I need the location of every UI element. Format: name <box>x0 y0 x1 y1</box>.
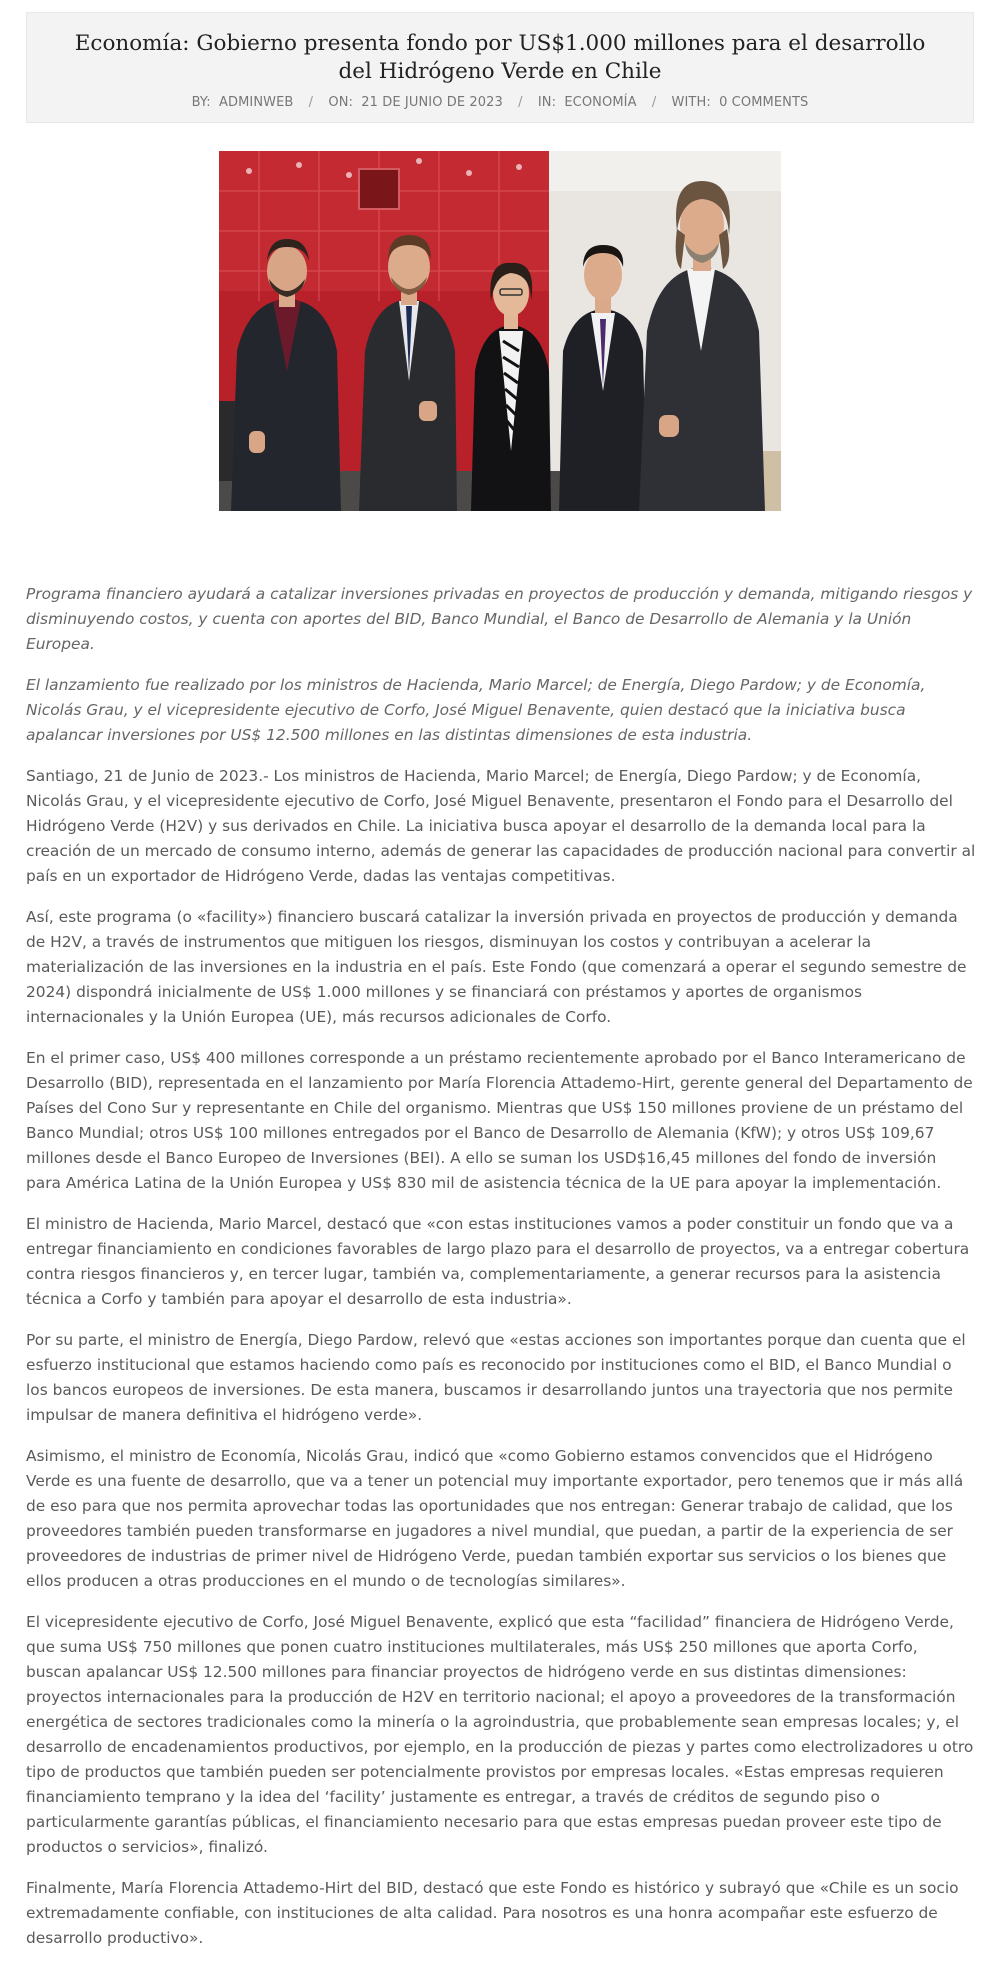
meta-separator: / <box>651 95 657 110</box>
article-paragraph: Finalmente, María Florencia Attademo-Hirt del BID, destacó que este Fondo es histórico y subrayó que «Chile es un socio extremadamente confiable, con instituciones de alta calidad. Para nosotros es una honra acompañar este esfuerzo de desarrollo productivo». <box>26 1879 959 1947</box>
author-link[interactable]: ADMINWEB <box>218 95 294 110</box>
article-paragraph: En el primer caso, US$ 400 millones corresponde a un préstamo recientemente aprobado por el Banco Interamericano de Desarrollo (BID), representada en el lanzamiento por María Florencia Attademo-Hirt, gerente general del Departamento de Países del Cono Sur y representante en Chile del organismo. Mientras que US$ 150 millones proviene de un préstamo del Banco Mundial; otros US$ 100 millones entregados por el Banco de Desarrollo de Alemania (KfW); y otros US$ 109,67 millones desde el Banco Europeo de Inversiones (BEI). A ello se suman los USD$16,45 millones del fondo de inversión para América Latina de la Unión Europea y US$ 830 mil de asistencia técnica de la UE para apoyar la implementación. <box>26 1049 973 1192</box>
meta-with-label: WITH: <box>671 95 711 110</box>
meta-separator: / <box>308 95 314 110</box>
meta-on-label: ON: <box>328 95 354 110</box>
article-lead: Programa financiero ayudará a catalizar inversiones privadas en proyectos de producción y demanda, mitigando riesgos y disminuyendo costos, y cuenta con aportes del BID, Banco Mundial, el Banco de Desarrollo de Alemania y la Unión Europea. <box>26 585 973 653</box>
meta-by-label: BY: <box>191 95 211 110</box>
article-title: Economía: Gobierno presenta fondo por US$1.000 millones para el desarrollo del Hidrógeno Verde en Chile <box>74 31 926 84</box>
article-paragraph: Santiago, 21 de Junio de 2023.- Los ministros de Hacienda, Mario Marcel; de Energía, Diego Pardow; y de Economía, Nicolás Grau, y el vicepresidente ejecutivo de Corfo, José Miguel Benavente, presentaron el Fondo para el Desarrollo del Hidrógeno Verde (H2V) y sus derivados en Chile. La iniciativa busca apoyar el desarrollo de la demanda local para la creación de un mercado de consumo interno, además de generar las capacidades de producción nacional para convertir al país en un exportador de Hidrógeno Verde, dadas las ventajas competitivas. <box>26 767 976 885</box>
article-meta <box>27 95 973 110</box>
comments-link[interactable]: 0 COMMENTS <box>719 95 809 110</box>
article-lead: El lanzamiento fue realizado por los ministros de Hacienda, Mario Marcel; de Energía, Diego Pardow; y de Economía, Nicolás Grau, y el vicepresidente ejecutivo de Corfo, José Miguel Benavente, quien destacó que la iniciativa busca apalancar inversiones por US$ 12.500 millones en las distintas dimensiones de esta industria. <box>26 676 926 744</box>
article-photo <box>219 151 781 511</box>
article-paragraph: Asimismo, el ministro de Economía, Nicolás Grau, indicó que «como Gobierno estamos convencidos que el Hidrógeno Verde es una fuente de desarrollo, que va a tener un potencial muy importante exportador, pero tenemos que ir más allá de eso para que nos permita aprovechar todas las oportunidades que nos entregan: Generar trabajo de calidad, que los proveedores también pueden transformarse en jugadores a nivel mundial, que puedan, a partir de la experiencia de ser proveedores de industrias de primer nivel de Hidrógeno Verde, puedan también exportar sus servicios o los bienes que ellos producen a otras producciones en el mundo o de tecnologías similares». <box>26 1447 964 1590</box>
article-paragraph: El vicepresidente ejecutivo de Corfo, José Miguel Benavente, explicó que esta “facilidad” financiera de Hidrógeno Verde, que suma US$ 750 millones que ponen cuatro instituciones multilaterales, más US$ 250 millones que aporta Corfo, buscan apalancar US$ 12.500 millones para financiar proyectos de hidrógeno verde en sus distintas dimensiones: proyectos internacionales para la producción de H2V en territorio nacional; el apoyo a proveedores de la transformación energética de sectores tradicionales como la minería o la agroindustria, que probablemente sean empresas locales; y, el desarrollo de encadenamientos productivos, por ejemplo, en la producción de piezas y partes como electrolizadores u otro tipo de productos que también pueden ser potencialmente provistos por empresas locales. «Estas empresas requieren financiamiento temprano y la idea del ‘facility’ justamente es entregar, a través de créditos de segundo piso o particularmente garantías públicas, el financiamiento necesario para que estas empresas puedan proveer este tipo de productos o servicios», finalizó. <box>26 1613 974 1856</box>
article-paragraph: Por su parte, el ministro de Energía, Diego Pardow, relevó que «estas acciones son importantes porque dan cuenta que el esfuerzo institucional que estamos haciendo como país es reconocido por instituciones como el BID, el Banco Mundial o los bancos europeos de inversiones. De esta manera, buscamos ir desarrollando juntos una trayectoria que nos permite impulsar de manera definitiva el hidrógeno verde». <box>26 1331 966 1424</box>
article-paragraph: El ministro de Hacienda, Mario Marcel, destacó que «con estas instituciones vamos a poder constituir un fondo que va a entregar financiamiento en condiciones favorables de largo plazo para el desarrollo de proyectos, va a entregar cobertura contra riesgos financieros y, en tercer lugar, también va, complementariamente, a generar recursos para la asistencia técnica a Corfo y también para apoyar el desarrollo de esta industria». <box>26 1215 970 1308</box>
article-paragraph: Así, este programa (o «facility») financiero buscará catalizar la inversión privada en proyectos de producción y demanda de H2V, a través de instrumentos que mitiguen los riesgos, disminuyan los costos y contribuyan a acelerar la materialización de las inversiones en la industria en el país. Este Fondo (que comenzará a operar el segundo semestre de 2024) dispondrá inicialmente de US$ 1.000 millones y se financiará con préstamos y aportes de organismos internacionales y la Unión Europea (UE), más recursos adicionales de Corfo. <box>26 908 967 1026</box>
article-header <box>26 12 974 123</box>
meta-in-label: IN: <box>537 95 557 110</box>
meta-separator: / <box>518 95 523 110</box>
category-link[interactable]: ECONOMÍA <box>564 95 637 110</box>
publish-date: 21 DE JUNIO DE 2023 <box>361 95 503 110</box>
article-body <box>26 582 976 1967</box>
